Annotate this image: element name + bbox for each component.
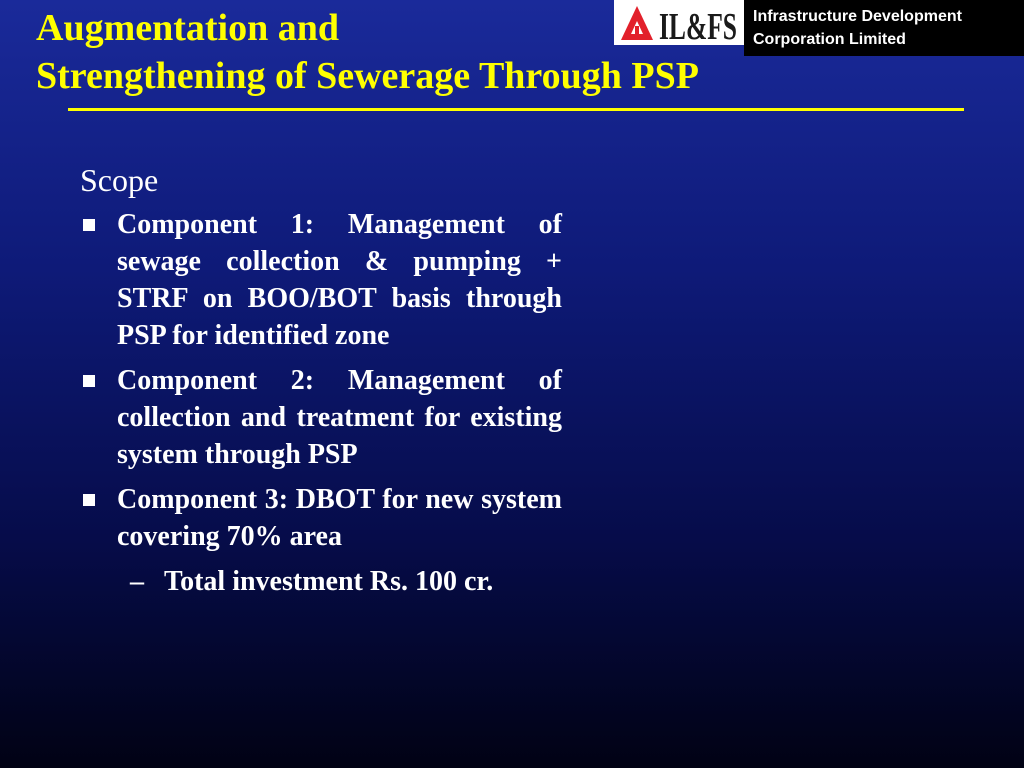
ilfs-logo-icon xyxy=(617,2,741,48)
dash-bullet-marker: – xyxy=(130,566,144,597)
company-logo xyxy=(614,0,744,48)
bullet-text: Component 2: Management of collection and treatment for existing system through PSP xyxy=(117,365,562,470)
slide-title-line-1: Augmentation and xyxy=(36,7,339,49)
company-name-line-2: Corporation Limited xyxy=(753,31,906,48)
bullet-component-3 xyxy=(80,481,562,555)
sub-bullet-text: Total investment Rs. 100 cr. xyxy=(164,566,494,597)
bullet-text: Component 3: DBOT for new system covering 70% area xyxy=(117,484,562,552)
square-bullet-icon xyxy=(83,219,95,231)
company-name-block xyxy=(744,0,1024,56)
company-name-line-1: Infrastructure Development xyxy=(753,8,962,25)
slide-content xyxy=(80,160,562,600)
slide-title-line-2: Strengthening of Sewerage Through PSP xyxy=(36,55,699,97)
bullet-component-1 xyxy=(80,206,562,354)
square-bullet-icon xyxy=(83,494,95,506)
bullet-component-2 xyxy=(80,362,562,473)
slide-title xyxy=(36,4,699,100)
svg-text:IL&FS: IL&FS xyxy=(659,5,737,48)
bullet-text: Component 1: Management of sewage collection & pumping + STRF on BOO/BOT basis through PSP for identified zone xyxy=(117,209,562,351)
sub-bullet-total-investment xyxy=(80,563,562,600)
square-bullet-icon xyxy=(83,375,95,387)
title-underline xyxy=(68,108,964,111)
scope-heading: Scope xyxy=(80,162,159,198)
